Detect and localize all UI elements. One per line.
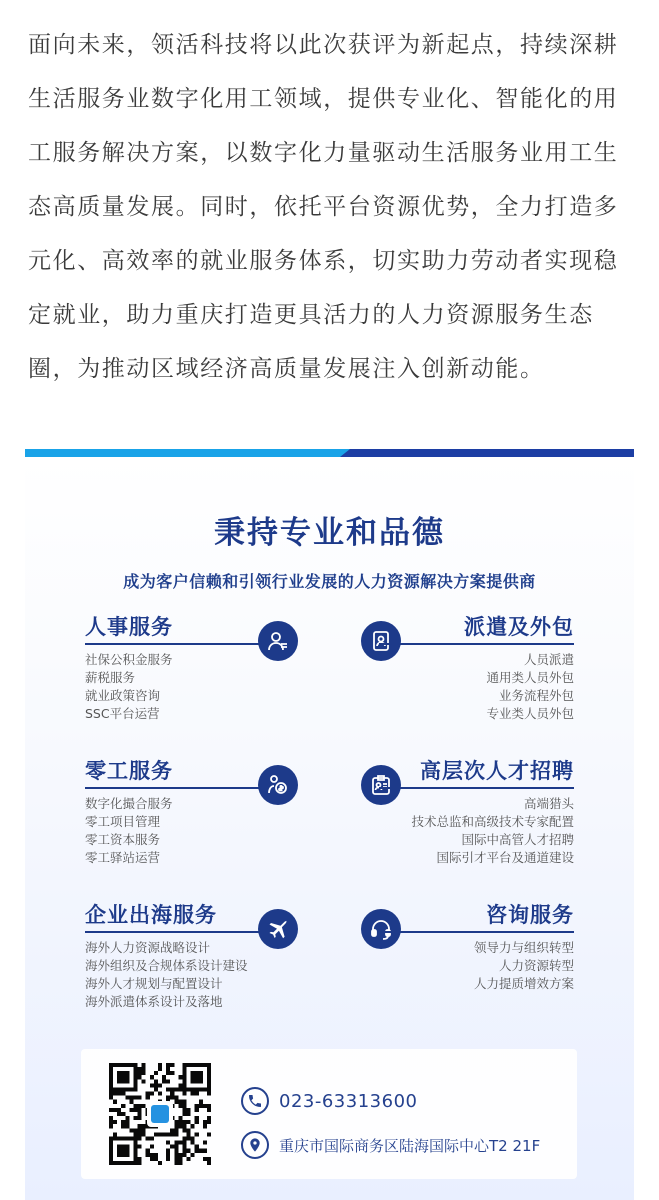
contact-phone[interactable] [241, 1087, 417, 1115]
article-line: 生活服务业数字化用工领域，提供专业化、智能化的用 [28, 86, 619, 112]
brand-logo-mark [147, 1101, 173, 1127]
service-rule [85, 787, 280, 789]
service-item: 人力资源转型 [498, 957, 574, 973]
service-title: 零工服务 [85, 759, 173, 783]
service-talent [369, 755, 574, 867]
phone-icon [241, 1087, 269, 1115]
article-line: 面向未来，领活科技将以此次获评为新起点，持续深耕 [28, 32, 619, 58]
service-dispatch [369, 611, 574, 723]
article-paragraph [28, 18, 634, 396]
location-pin-icon [241, 1131, 269, 1159]
service-item: 海外人力资源战略设计 [85, 939, 211, 955]
service-item: 海外派遣体系设计及落地 [85, 993, 223, 1009]
panel-title: 秉持专业和品德 [214, 515, 445, 551]
service-item: 人力提质增效方案 [473, 975, 574, 991]
service-item: 零工资本服务 [85, 831, 161, 847]
service-rule [85, 643, 280, 645]
divider-stripe-light [25, 449, 355, 457]
service-item: 社保公积金服务 [85, 651, 173, 667]
service-item: 零工驿站运营 [85, 849, 161, 865]
service-item: 高端猎头 [523, 795, 574, 811]
service-consulting [369, 899, 574, 993]
article-line: 圈，为推动区域经济高质量发展注入创新动能。 [28, 356, 545, 382]
service-overseas [85, 899, 290, 1011]
service-item: 就业政策咨询 [85, 687, 161, 703]
service-rule [379, 931, 574, 933]
service-title: 咨询服务 [486, 903, 574, 927]
contact-card [81, 1049, 577, 1179]
service-title: 高层次人才招聘 [420, 759, 574, 783]
service-item: 领导力与组织转型 [473, 939, 574, 955]
airplane-icon [258, 909, 298, 949]
service-item: 零工项目管理 [85, 813, 161, 829]
service-item: 专业类人员外包 [486, 705, 574, 721]
service-item: 人员派遣 [523, 651, 574, 667]
service-rule [85, 931, 280, 933]
service-hr [85, 611, 290, 723]
qr-code[interactable] [109, 1063, 211, 1165]
service-item: 薪税服务 [85, 669, 136, 685]
service-title: 派遣及外包 [464, 615, 574, 639]
article-line: 元化、高效率的就业服务体系，切实助力劳动者实现稳 [28, 248, 619, 274]
service-gig [85, 755, 290, 867]
service-item: 技术总监和高级技术专家配置 [411, 813, 574, 829]
panel-subtitle: 成为客户信赖和引领行业发展的人力资源解决方案提供商 [123, 572, 536, 591]
article-line: 工服务解决方案，以数字化力量驱动生活服务业用工生 [28, 140, 619, 166]
service-rule [379, 643, 574, 645]
service-rule [379, 787, 574, 789]
service-item: 通用类人员外包 [486, 669, 574, 685]
address-text: 重庆市国际商务区陆海国际中心T2 21F [279, 1136, 541, 1155]
contact-address [241, 1131, 540, 1159]
service-item: SSC平台运营 [85, 705, 160, 721]
divider-stripe-dark [340, 449, 634, 457]
service-item: 国际中高管人才招聘 [461, 831, 574, 847]
service-item: 国际引才平台及通道建设 [436, 849, 574, 865]
phone-number: 023-63313600 [279, 1090, 418, 1112]
article-line: 态高质量发展。同时，依托平台资源优势，全力打造多 [28, 194, 619, 220]
service-title: 人事服务 [85, 615, 173, 639]
service-item: 业务流程外包 [498, 687, 574, 703]
service-item: 海外人才规划与配置设计 [85, 975, 223, 991]
person-coin-icon [258, 765, 298, 805]
service-item: 数字化撮合服务 [85, 795, 173, 811]
user-card-icon [258, 621, 298, 661]
service-item: 海外组织及合规体系设计建设 [85, 957, 248, 973]
service-title: 企业出海服务 [85, 903, 217, 927]
services-panel [25, 457, 634, 1200]
article-line: 定就业，助力重庆打造更具活力的人力资源服务生态 [28, 302, 594, 328]
